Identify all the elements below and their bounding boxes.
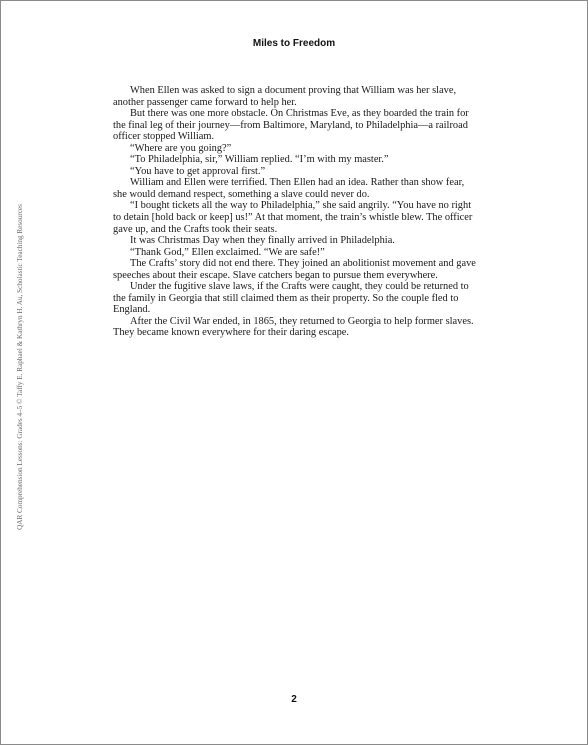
sidebar (13, 1, 26, 744)
paragraph: Under the fugitive slave laws, if the Crafts were caught, they could be returned to the family in Georgia that still claimed them as their property. So the couple fled to England. (113, 281, 469, 316)
page-title: Miles to Freedom (252, 38, 336, 49)
paragraph: The Crafts’ story did not end there. They joined an abolitionist movement and gave speeches about their escape. Slave catchers began to pursue them everywhere. (113, 258, 476, 281)
paragraph: But there was one more obstacle. On Christmas Eve, as they boarded the train for the final leg of their journey—from Baltimore, Maryland, to Philadelphia—a railroad officer stopped William. (113, 108, 469, 143)
paragraph: It was Christmas Day when they finally arrived in Philadelphia. (130, 235, 395, 247)
story-body (113, 85, 479, 339)
paragraph: “You have to get approval first.” (130, 165, 266, 177)
paragraph: “Where are you going?” (130, 142, 232, 154)
paragraph: “I bought tickets all the way to Philadelphia,” she said angrily. “You have no right to detain [hold back or keep] us!” At that moment, the train’s whistle blew. The officer gave up, and the Crafts took their seats. (113, 200, 473, 235)
page-number: 2 (291, 694, 297, 705)
copyright-credit: QAR Comprehension Lessons: Grades 4–5 © Taffy E. Raphael & Kathryn H. Au, Scholastic Teaching Resources (15, 204, 24, 530)
paragraph: “To Philadelphia, sir,” William replied. “I’m with my master.” (130, 154, 389, 166)
paragraph: “Thank God,” Ellen exclaimed. “We are safe!” (130, 246, 325, 258)
paragraph: When Ellen was asked to sign a document proving that William was her slave, another passenger came forward to help her. (113, 85, 457, 108)
paragraph: William and Ellen were terrified. Then Ellen had an idea. Rather than show fear, she would demand respect, something a slave could never do. (113, 177, 465, 200)
paragraph: After the Civil War ended, in 1865, they returned to Georgia to help former slaves. They became known everywhere for their daring escape. (113, 315, 474, 339)
